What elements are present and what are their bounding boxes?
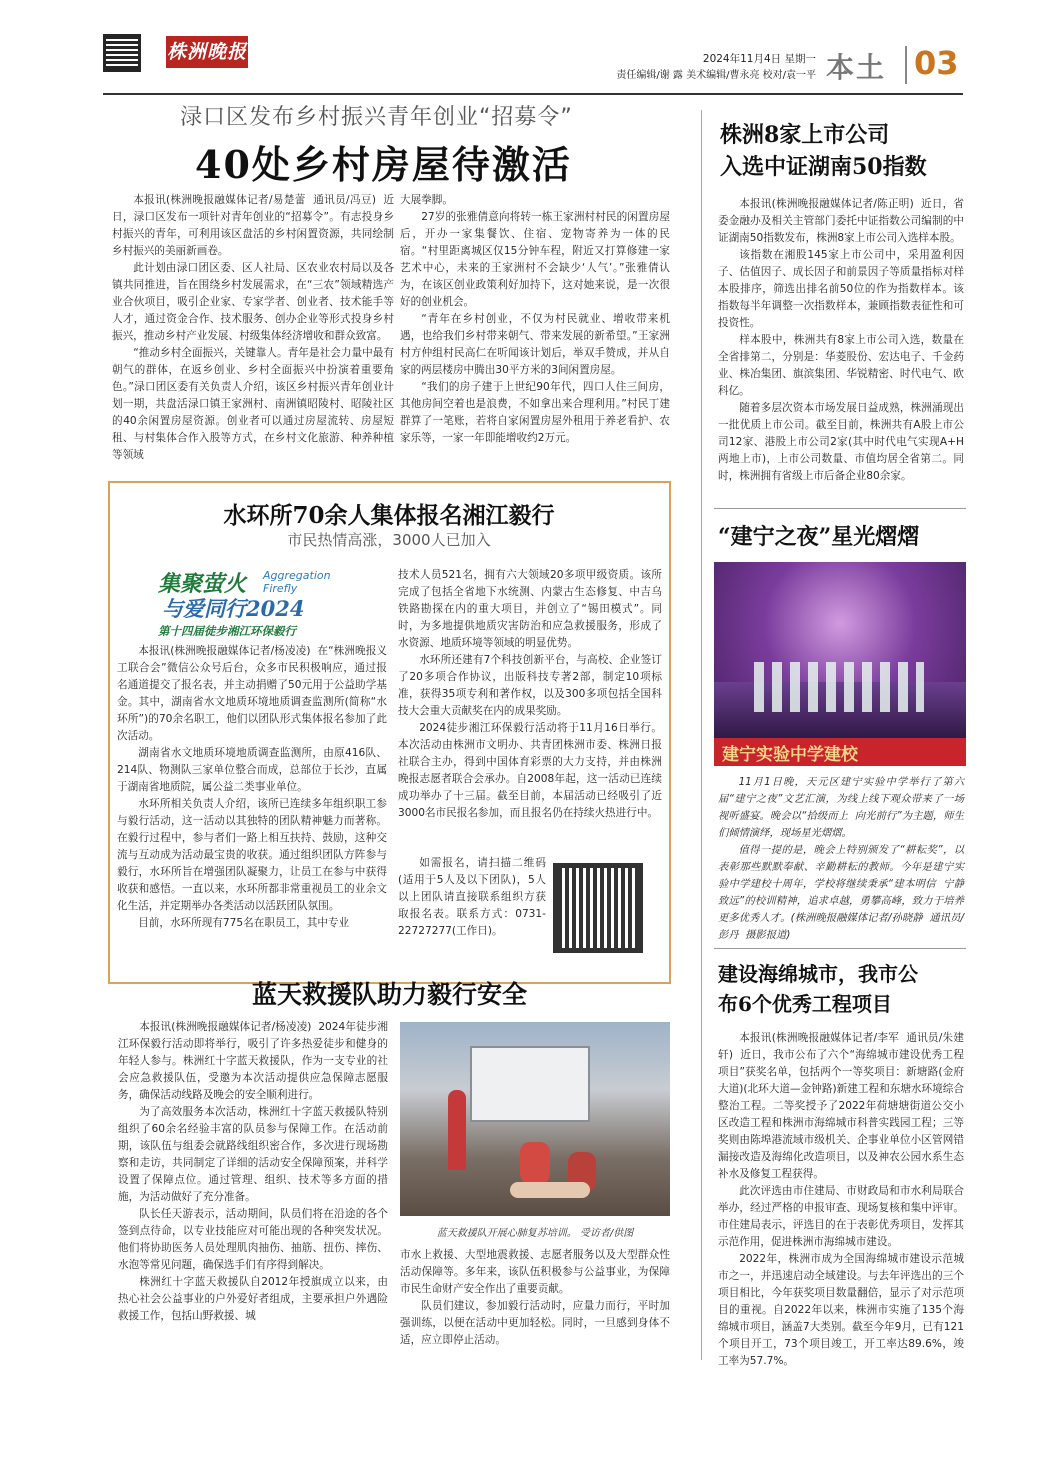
- listed-companies-body: [718, 196, 964, 485]
- event-logo: [158, 567, 394, 645]
- listed-para: 样本股中，株洲共有8家上市公司入选，数量在全省排第二，分别是：华菱股份、宏达电子、千金药业、株冶集团、旗滨集团、华锐精密、时代电气、欧科亿。: [718, 334, 964, 397]
- lead-para: “推动乡村全面振兴，关键靠人。青年是社会力量中最有朝气的群体，在返乡创业、乡村全面振兴中扮演着重要角色。”渌口团区委有关负责人介绍，该区乡村振兴青年创业计划一期，共盘活渌口镇王家洲村、南洲镇昭陵村、昭陵社区的40余闲置房屋资源。创业者可以通过房屋流转、房屋短租、与村集体合作入股等方式，在乡村文化旅游、种养种植等领域: [112, 347, 394, 461]
- lead-column-2: [400, 192, 670, 447]
- section-rule: [714, 948, 966, 949]
- feature-para: 水环所还建有7个科技创新平台，与高校、企业签订了20多项合作协议，出版科技专著2部，制定10项标准，获得35项专利和著作权，以及300多项包括全国科技大会重大贡献奖在内的成果奖励。: [398, 654, 662, 717]
- event-logo-cn1: 集聚萤火: [158, 571, 247, 597]
- sponge-city-headline-1: 建设海绵城市，我市公: [718, 962, 918, 986]
- school-banner-text: 建宁实验中学建校: [722, 745, 858, 765]
- lead-para: 本报讯(株洲晚报融媒体记者/易楚蕾 通讯员/冯豆) 近日，渌口区发布一项针对青年创业的“招募令”。有志投身乡村振兴的青年，可利用该区盘活的乡村闲置资源，共同绘制乡村振兴的美丽新画卷。: [112, 194, 394, 257]
- rescue-para: 本报讯(株洲晚报融媒体记者/杨凌凌) 2024年徒步湘江环保毅行活动即将举行，吸引了许多热爱徒步和健身的年轻人参与。株洲红十字蓝天救援队，作为一支专业的社会应急救援队伍，受邀为本次活动提供应急保障志愿服务，确保活动线路及晚会的安全顺利进行。: [118, 1021, 388, 1101]
- rescue-para: 队员们建议，参加毅行活动时，应量力而行，平时加强训练，以便在活动中更加轻松。同时，一旦感到身体不适，应立即停止活动。: [400, 1300, 670, 1346]
- feature-para: 技术人员521名，拥有六大领域20多项甲级资质。该所完成了包括全省地下水统测、内蒙古生态修复、中吉乌铁路勘探在内的重大项目，并创立了“锡田模式”。同时，为多地提供地质灾害防治和应急救援服务，形成了水资源、地质环境等领域的明显优势。: [398, 569, 662, 649]
- sponge-para: 本报讯(株洲晚报融媒体记者/李军 通讯员/朱建轩) 近日，我市公布了六个“海绵城市建设优秀工程项目”获奖名单，包括两个一等奖项目：新塘路(金府大道)(北环大道—金钟路)新建工程和东塘水环境综合整治工程。二等奖授予了2022年荷塘塘街道公交小区改造工程和株洲市海绵城市科普实践园工程；三等奖则由陈埠港流域市级机关、企事业单位小区管网错漏接改造及海绵化改造项目，以及神农公园水系生态补水及修复工程获得。: [718, 1032, 964, 1180]
- lead-para: 大展拳脚。: [400, 194, 453, 206]
- page-number: 03: [914, 44, 959, 82]
- feature-para: 2024徒步湘江环保毅行活动将于11月16日举行。本次活动由株洲市文明办、共青团株洲市委、株洲日报社联合主办，得到中国体育彩票的大力支持，并由株洲晚报志愿者联合会承办。自2008年起，这一活动已连续成功举办了十三届。截至目前，本届活动已经吸引了近3000名市民报名参加，而且报名仍在持续火热进行中。: [398, 722, 662, 819]
- sponge-city-headline-2: 布6个优秀工程项目: [718, 992, 892, 1016]
- trainer-figure: [448, 1090, 466, 1170]
- lead-para: 27岁的张雅倩意向将转一栋王家洲村村民的闲置房屋后，开办一家集餐饮、住宿、宠物寄养为一体的民宿。“村里距离城区仅15分钟车程，附近又打算修建一家艺术中心，未来的王家洲村不会缺少‘人气’。”张雅倩认为，在该区创业政策利好加持下，这对她来说，是一次很好的创业机会。: [400, 211, 670, 308]
- lead-para: “青年在乡村创业，不仅为村民就业、增收带来机遇，也给我们乡村带来朝气、带来发展的新希望。”王家洲村方仲组村民高仁在听闻该计划后，举双手赞成，并从自家的两层楼房中腾出30平方米的3间闲置房屋。: [400, 313, 670, 376]
- newspaper-logo: 株洲晚报: [166, 36, 248, 68]
- signup-qr-code[interactable]: [553, 863, 643, 953]
- rescue-photo-caption: 蓝天救援队开展心肺复苏培训。 受访者/供图: [436, 1228, 634, 1239]
- lead-para: 此计划由渌口团区委、区人社局、区农业农村局以及各镇共同推进，旨在围绕乡村发展需求，在“三农”领域精选产业合伙项目，吸引企业家、专家学者、创业者、技术能手等人才，通过资金合作、技术服务、创办企业等形式投身乡村振兴，推动乡村产业发展、村级集体经济增收和群众致富。: [112, 262, 394, 342]
- rescue-para: 队长任天游表示，活动期间，队员们将在沿途的各个签到点待命，以专业技能应对可能出现的各种突发状况。他们将协助医务人员处理肌肉抽伤、抽筋、扭伤、摔伤、水泡等常见问题，确保选手们有序得到解决。: [118, 1208, 388, 1271]
- listed-companies-headline-2: 入选中证湖南50指数: [720, 154, 927, 180]
- gala-photo: [714, 562, 966, 766]
- section-rule: [714, 508, 966, 509]
- masthead-rule: [103, 93, 963, 95]
- rescue-headline: 蓝天救援队助力毅行安全: [251, 980, 527, 1009]
- qr-code-top: [103, 34, 141, 72]
- feature-para: 本报讯(株洲晚报融媒体记者/杨凌凌) 在“株洲晚报义工联合会”微信公众号后台，众多市民积极响应，通过报名通道提交了报名表，并主动捐赠了50元用于公益助学基金。其中，湖南省水文地质环境地质调查监测所(简称“水环所”)的70余名职工，他们以团队形式集体报名参加了此次活动。: [117, 645, 387, 742]
- sponge-para: 此次评选由市住建局、市财政局和市水利局联合举办，经过严格的申报审查、现场复核和集中评审。市住建局表示，评选目的在于表彰优秀项目，发挥其示范作用，促进株洲市海绵城市建设。: [718, 1185, 964, 1248]
- lead-headline: 40处乡村房屋待激活: [195, 142, 572, 187]
- event-logo-tag: 第十四届徒步湘江环保毅行: [158, 624, 296, 638]
- feature-para: 水环所相关负责人介绍，该所已连续多年组织职工参与毅行活动，这一活动以其独特的团队精神魅力而著称。在毅行过程中，参与者们一路上相互扶持、鼓励，这种交流与互动成为活动最宝贵的收获。通过组织团队方阵参与毅行，水环所旨在增强团队凝聚力，让员工在参与中获得收获和感悟。一直以来，水环所都非常重视员工的业余文化生活，并定期举办各类活动以活跃团队氛围。: [117, 798, 387, 912]
- feature-para: 目前，水环所现有775名在职员工，其中专业: [138, 917, 350, 929]
- kneeling-figure: [520, 1142, 550, 1184]
- feature-headline: 水环所70余人集体报名湘江毅行: [223, 502, 555, 529]
- listed-para: 该指数在湘股145家上市公司中，采用盈利因子、估值因子、成长因子和前景因子等质量指标对样本股排序，筛选出排名前50位的作为指数样本。该指数每半年调整一次指数样本，兼顾指数表征性和可投资性。: [718, 249, 964, 329]
- gala-body: [718, 774, 964, 944]
- editors-line: 责任编辑/谢 露 美术编辑/曹永亮 校对/袁一平: [616, 70, 816, 81]
- feature-subhead: 市民热情高涨，3000人已加入: [287, 531, 491, 549]
- feature-column-1: [117, 643, 387, 932]
- rescue-para: 为了高效服务本次活动，株洲红十字蓝天救援队特别组织了60余名经验丰富的队员参与保障工作。在活动前期，该队伍与组委会就路线组织密合作，多次进行现场勘察和走访，共同制定了详细的活动安全保障预案，并科学设置了保障点位。通过管理、组织、技术等多方面的措施，为活动做好了充分准备。: [118, 1106, 388, 1203]
- lead-kicker: 渌口区发布乡村振兴青年创业“招募令”: [180, 105, 573, 130]
- sponge-para: 2022年，株洲市成为全国海绵城市建设示范城市之一，并迅速启动全域建设。与去年评选出的三个项目相比，今年获奖项目数量翻倍，显示了对示范项目的重视。自2022年以来，株洲市实施了135个海绵城市项目，涵盖7大类别。截至今年9月，已有121个项目开工，73个项目竣工，开工率达89.6%，竣工率为57.7%。: [718, 1253, 964, 1367]
- dancers: [754, 662, 924, 712]
- listed-para: 本报讯(株洲晚报融媒体记者/陈正明) 近日，省委金融办及相关主管部门委托中证指数公司编制的中证湖南50指数发布，株洲8家上市公司入选样本股。: [718, 198, 964, 244]
- projection-screen: [470, 1046, 590, 1122]
- section-name: 本土: [826, 51, 887, 84]
- rescue-column-2: [400, 1247, 670, 1349]
- event-logo-en1: Aggregation: [263, 569, 331, 582]
- gala-headline: “建宁之夜”星光熠熠: [718, 524, 920, 550]
- cpr-mannequin: [510, 1182, 590, 1198]
- signup-text: 如需报名，请扫描二维码(适用于5人及以下团队)，5人以上团队请直接联系组织方获取报名表。联系方式：0731-22727277(工作日)。: [398, 857, 546, 937]
- rescue-para: 株洲红十字蓝天救援队自2012年授旗成立以来，由热心社会公益事业的户外爱好者组成，主要承担户外遇险救援工作，包括山野救援、城: [118, 1276, 388, 1322]
- lead-para: “我们的房子建于上世纪90年代，四口人住三间房，其他房间空着也是浪费，不如拿出来合理利用。”村民丁建群算了一笔账，若将自家闲置房屋外租用于养老看护、农家乐等，一家一年即能增收约2万元。: [400, 381, 670, 444]
- gala-para: 值得一提的是，晚会上特别颁发了“耕耘奖”，以表彰那些默默奉献、辛勤耕耘的教师。今年是建宁实验中学建校十周年，学校将继续秉承“建本明信 宁静致远”的校训精神，追求卓越，勇攀高峰，致力于培养更多优秀人才。(株洲晚报融媒体记者/孙晓静 通讯员/彭丹 摄影报道): [718, 844, 964, 941]
- listed-companies-headline-1: 株洲8家上市公司: [720, 122, 890, 148]
- feature-box: [108, 481, 671, 984]
- rescue-column-1: [118, 1019, 388, 1325]
- section-divider: [905, 46, 907, 84]
- event-logo-en2: Firefly: [263, 582, 298, 595]
- column-divider: [701, 110, 702, 1360]
- feature-column-2: [398, 567, 662, 822]
- lead-column-1: [112, 192, 394, 464]
- signup-note: [398, 855, 546, 940]
- rescue-photo: [400, 1022, 670, 1216]
- feature-para: 湖南省水文地质环境地质调查监测所，由原416队、214队、物测队三家单位整合而成，总部位于长沙，直属于湖南省地质院，属公益二类事业单位。: [117, 747, 387, 793]
- event-logo-cn2: 与爱同行2024: [162, 596, 305, 621]
- date-line: 2024年11月4日 星期一: [702, 53, 816, 65]
- sponge-city-body: [718, 1030, 964, 1370]
- listed-para: 随着多层次资本市场发展日益成熟，株洲涌现出一批优质上市公司。截至目前，株洲共有A股上市公司12家、港股上市公司2家(其中时代电气实现A+H两地上市)，上市公司数量、市值均居全省第二。同时，株洲拥有省级上市后备企业80余家。: [718, 402, 964, 482]
- rescue-para: 市水上救援、大型地震救援、志愿者服务以及大型群众性活动保障等。多年来，该队伍积极参与公益事业，为保障市民生命财产安全作出了重要贡献。: [400, 1249, 670, 1295]
- gala-para: 11月1日晚，天元区建宁实验中学举行了第六届“建宁之夜”文艺汇演，为线上线下观众带来了一场视听盛宴。晚会以“拾级而上 向光前行”为主题，师生们倾情演绎，现场星光熠熠。: [718, 776, 964, 839]
